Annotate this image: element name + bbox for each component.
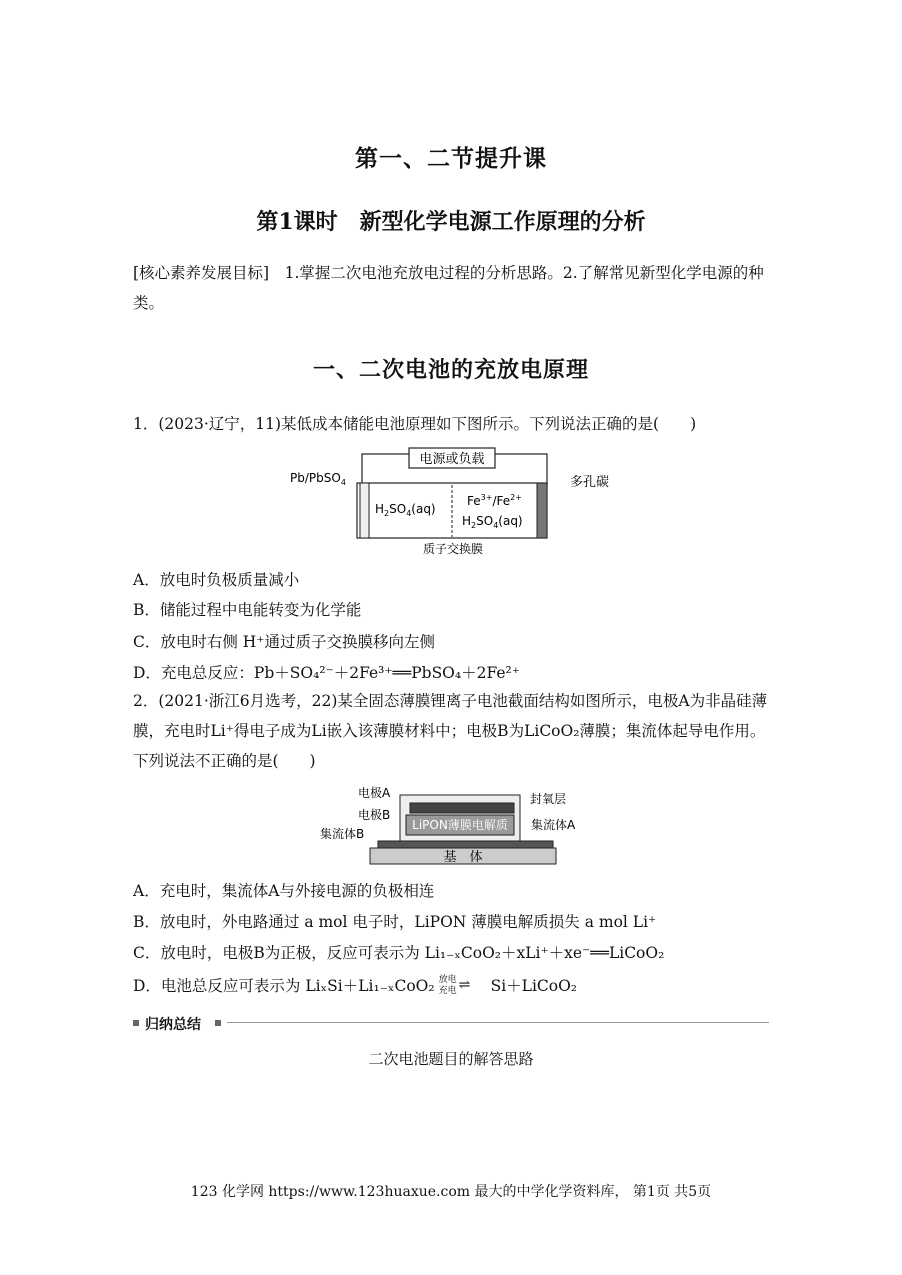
left-electrode-label: Pb/PbSO$_4$ (290, 471, 346, 487)
divider-square-left (133, 1020, 139, 1026)
page-title: 第一、二节提升课 (355, 145, 547, 172)
reversible-arrow (435, 977, 491, 997)
right-electrode (537, 483, 547, 538)
divider-line (227, 1022, 769, 1023)
collector-b-label: 集流体B (320, 827, 365, 841)
lesson-title: 第1课时 新型化学电源工作原理的分析 (256, 209, 646, 235)
q1-option-c[interactable]: C．放电时右侧 H⁺通过质子交换膜移向左侧 (133, 633, 435, 651)
sealing-label: 封氧层 (530, 792, 567, 806)
question-2-stem: 2．(2021·浙江6月选考，22)某全固态薄膜锂离子电池截面结构如图所示，电极A为非晶硅薄膜，充电时Li⁺得电子成为Li嵌入该薄膜材料中；电极B为LiCoO₂薄膜；集流体起导电作用。下列说法不正确的是( ) (133, 692, 768, 770)
q1-option-d[interactable]: D．充电总反应：Pb＋SO₄²⁻＋2Fe³⁺══PbSO₄＋2Fe²⁺ (133, 664, 520, 682)
left-solution-label: $H_2SO_4(aq)$ (375, 502, 436, 518)
q2-option-d-left: D．电池总反应可表示为 LiₓSi＋Li₁₋ₓCoO₂ (133, 977, 435, 995)
q2-option-d[interactable] (133, 974, 577, 997)
electrode-a-label: 电极A (358, 786, 391, 800)
summary-heading: 二次电池题目的解答思路 (368, 1050, 534, 1068)
q2-option-d-right: Si＋LiCoO₂ (490, 977, 578, 995)
right-electrode-label: 多孔碳 (570, 475, 610, 490)
substrate-label: 基 体 (443, 850, 483, 865)
page-footer: 123 化学网 https://www.123huaxue.com 最大的中学化学资料库， 第1页 共5页 (190, 1184, 712, 1200)
left-electrode (360, 483, 369, 538)
q2-option-b[interactable]: B．放电时，外电路通过 a mol 电子时，LiPON 薄膜电解质损失 a mol Li⁺ (133, 913, 657, 931)
electrode-b-label: 电极B (358, 808, 391, 822)
q2-option-c[interactable]: C．放电时，电极B为正极，反应可表示为 Li₁₋ₓCoO₂＋xLi⁺＋xe⁻══LiCoO₂ (133, 944, 665, 962)
q2-thin-film-diagram (318, 785, 588, 869)
right-solution-label-2: $H_2SO_4(aq)$ (462, 514, 523, 530)
divider-square-right (215, 1020, 221, 1026)
electrolyte-label: LiPON薄膜电解质 (412, 818, 508, 832)
objectives (133, 258, 773, 318)
q1-option-b[interactable]: B．储能过程中电能转变为化学能 (133, 601, 362, 619)
electrode-a-layer (410, 803, 514, 813)
power-label: 电源或负载 (419, 452, 485, 467)
q1-option-a[interactable]: A．放电时负极质量减小 (133, 571, 300, 589)
collector-a-label: 集流体A (531, 818, 576, 832)
charge-label: 充电 (438, 986, 457, 996)
membrane-label: 质子交换膜 (422, 542, 484, 556)
right-solution-label-1: $Fe^{3+}/Fe^{2+}$ (467, 493, 522, 508)
question-1-stem: 1．(2023·辽宁，11)某低成本储能电池原理如下图所示。下列说法正确的是( ) (133, 415, 697, 433)
collector-layer (378, 841, 553, 848)
section-heading: 一、二次电池的充放电原理 (312, 357, 589, 383)
equilibrium-arrow-icon: ⇌ (458, 977, 471, 993)
q2-option-a[interactable]: A．充电时，集流体A与外接电源的负极相连 (133, 882, 435, 900)
discharge-label: 放电 (438, 975, 457, 985)
summary-divider (133, 1014, 769, 1034)
objectives-text: 1.掌握二次电池充放电过程的分析思路。2.了解常见新型化学电源的种类。 (133, 264, 764, 312)
q1-battery-diagram (285, 447, 625, 559)
summary-label: 归纳总结 (145, 1017, 201, 1033)
objectives-label: [核心素养发展目标] (133, 264, 270, 282)
